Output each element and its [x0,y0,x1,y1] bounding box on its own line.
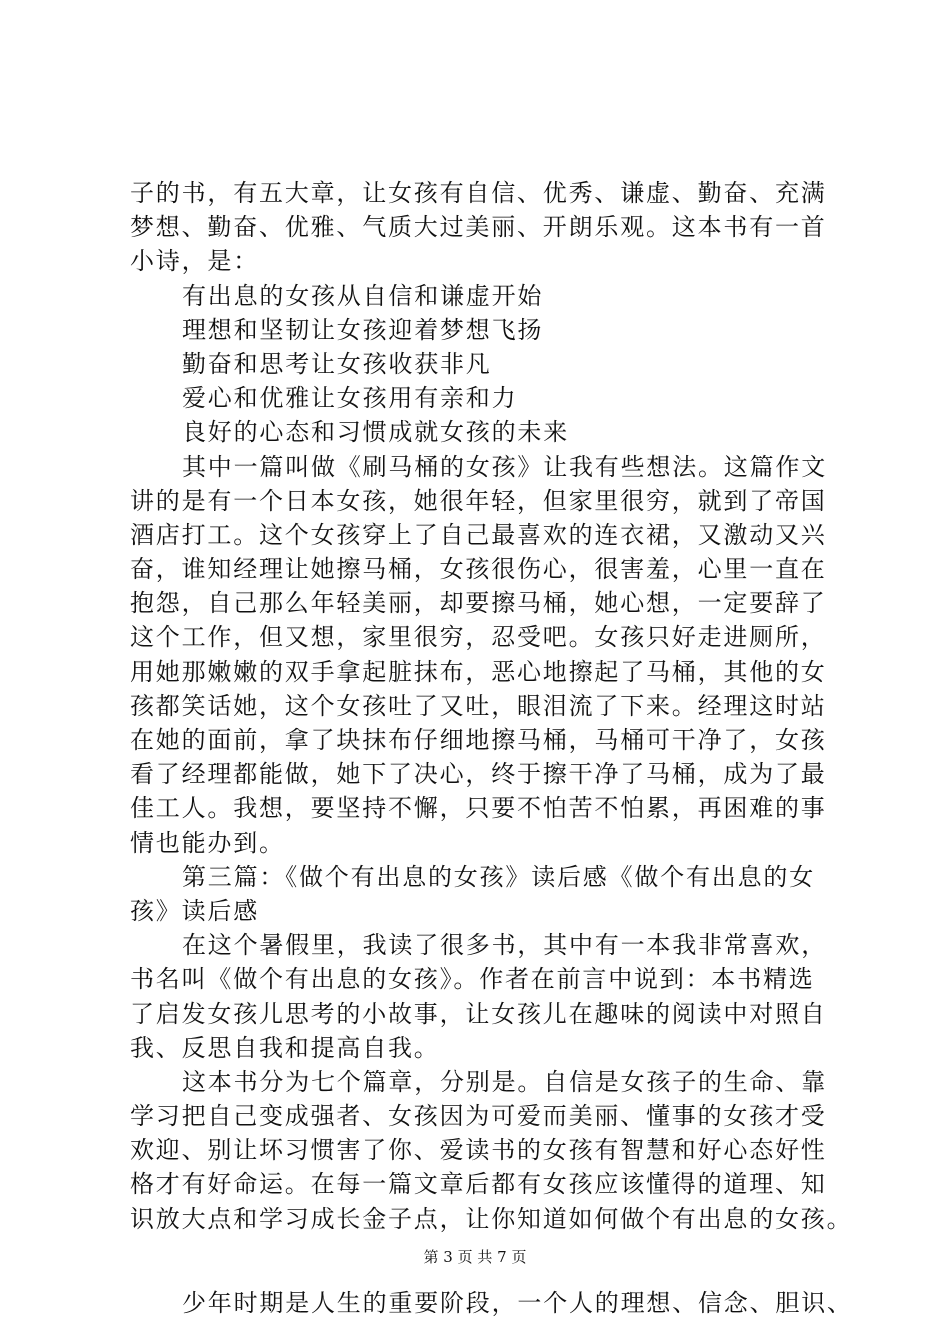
text-line: 我、反思自我和提高自我。 [130,1033,440,1062]
text-line: 理想和坚韧让女孩迎着梦想飞扬 [182,315,544,344]
text-line: 子的书，有五大章，让女孩有自信、优秀、谦虚、勤奋、充满 [130,179,827,207]
text-line: 奋，谁知经理让她擦马桶，女孩很伤心，很害羞，心里一直在 [130,555,827,584]
text-line: 这个工作，但又想，家里很穷，忍受吧。女孩只好走进厕所， [130,623,827,652]
text-line: 少年时期是人生的重要阶段，一个人的理想、信念、胆识、 [182,1288,853,1317]
page-footer: 第 3 页 共 7 页 [423,1248,527,1266]
text-line: 爱心和优雅让女孩用有亲和力 [182,384,518,413]
text-line: 讲的是有一个日本女孩，她很年轻，但家里很穷，就到了帝国 [130,486,827,515]
body-text [130,176,853,1320]
text-line: 抱怨，自己那么年轻美丽，却要擦马桶，她心想，一定要辞了 [130,589,827,618]
text-line: 其中一篇叫做《刷马桶的女孩》让我有些想法。这篇作文 [182,452,827,481]
text-line: 勤奋和思考让女孩收获非凡 [182,349,492,378]
text-line: 良好的心态和习惯成就女孩的未来 [182,418,569,447]
text-line: 看了经理都能做，她下了决心，终于擦干净了马桶，成为了最 [130,760,827,789]
text-line: 佳工人。我想，要坚持不懈，只要不怕苦不怕累，再困难的事 [130,794,827,823]
text-line: 孩》读后感 [130,896,259,925]
text-line: 梦想、勤奋、优雅、气质大过美丽、开朗乐观。这本书有一首 [130,213,827,242]
text-line: 欢迎、别让坏习惯害了你、爱读书的女孩有智慧和好心态好性 [130,1136,827,1165]
text-line: 在这个暑假里，我读了很多书，其中有一本我非常喜欢， [182,931,827,960]
text-line: 在她的面前，拿了块抹布仔细地擦马桶，马桶可干净了，女孩 [130,726,827,754]
text-line: 学习把自己变成强者、女孩因为可爱而美丽、懂事的女孩才受 [130,1102,827,1131]
text-line: 孩都笑话她，这个女孩吐了又吐，眼泪流了下来。经理这时站 [130,691,827,720]
text-line: 情也能办到。 [130,828,285,857]
text-line: 第三篇：《做个有出息的女孩》读后感《做个有出息的女 [182,862,815,891]
text-line: 有出息的女孩从自信和谦虚开始 [182,281,544,310]
text-line: 书名叫《做个有出息的女孩》。作者在前言中说到：本书精选 [130,965,815,994]
text-line: 这本书分为七个篇章，分别是。自信是女孩子的生命、靠 [182,1067,827,1096]
text-line: 了启发女孩儿思考的小故事，让女孩儿在趣味的阅读中对照自 [130,999,827,1028]
text-line: 酒店打工。这个女孩穿上了自己最喜欢的连衣裙，又激动又兴 [130,520,827,549]
text-line: 识放大点和学习成长金子点，让你知道如何做个有出息的女孩。 [130,1204,853,1233]
text-line: 格才有好命运。在每一篇文章后都有女孩应该懂得的道理、知 [130,1170,827,1199]
text-line: 用她那嫩嫩的双手拿起脏抹布，恶心地擦起了马桶，其他的女 [130,657,827,686]
text-line: 小诗，是： [130,247,259,276]
